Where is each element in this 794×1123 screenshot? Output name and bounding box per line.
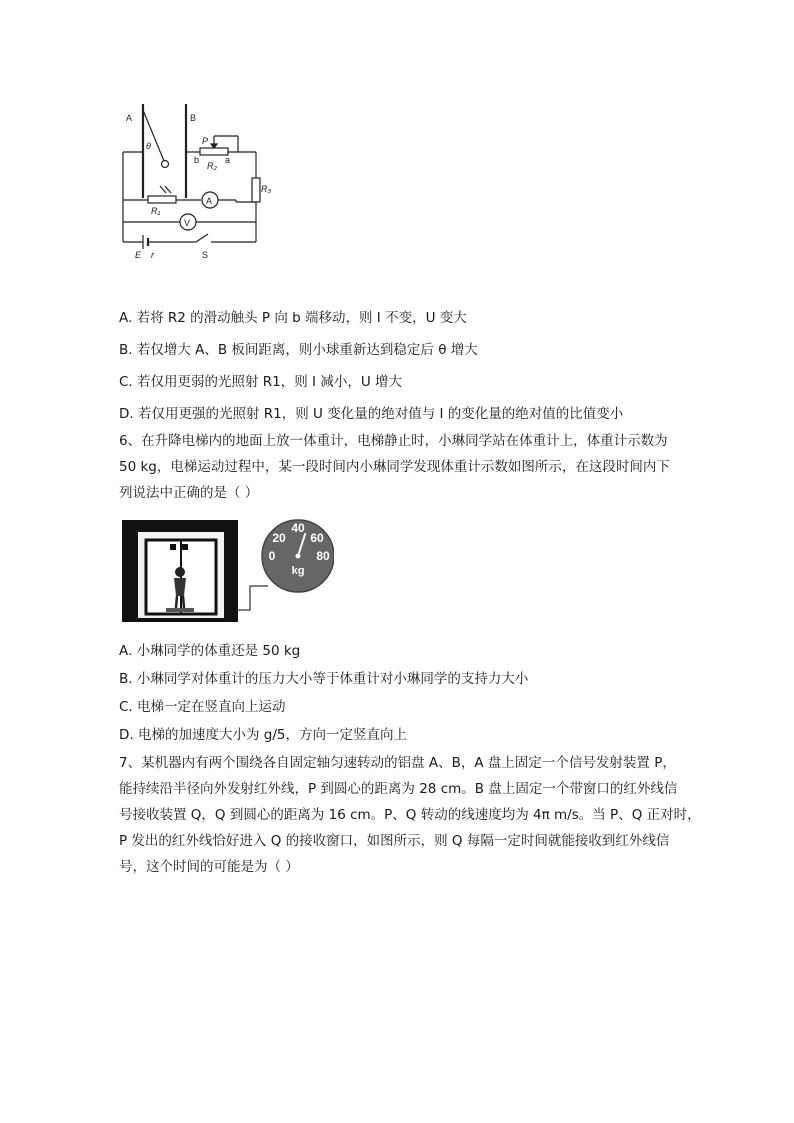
q6-stem bbox=[119, 428, 679, 506]
q6-option-a: A. 小琳同学的体重还是 50 kg bbox=[119, 643, 301, 659]
r3-resistor bbox=[252, 178, 260, 202]
q6-stem-line: 50 kg，电梯运动过程中，某一段时间内小琳同学发现体重计示数如图所示，在这段时间内下 bbox=[119, 459, 670, 475]
ammeter-label: A bbox=[206, 196, 213, 206]
switch-lever bbox=[196, 234, 208, 242]
dial-tick-20: 20 bbox=[272, 531, 286, 545]
r3-label: R₃ bbox=[261, 184, 272, 194]
q7-stem-line: 能持续沿半径向外发射红外线，P 到圆心的距离为 28 cm。B 盘上固定一个带窗口的红外线信 bbox=[119, 781, 678, 797]
r1-resistor bbox=[148, 196, 176, 203]
circuit-diagram bbox=[118, 100, 288, 265]
scale-platform bbox=[166, 608, 194, 612]
q7-stem-line: 号，这个时间的可能是为（ ） bbox=[119, 859, 299, 875]
q6-option-b: B. 小琳同学对体重计的压力大小等于体重计对小琳同学的支持力大小 bbox=[119, 671, 529, 687]
q6-stem-line: 6、在升降电梯内的地面上放一体重计，电梯静止时，小琳同学站在体重计上，体重计示数为 bbox=[119, 433, 668, 449]
q7-stem-line: 号接收装置 Q，Q 到圆心的距离为 16 cm。P、Q 转动的线速度均为 4π m/s。当 P、Q 正对时， bbox=[119, 807, 701, 823]
q5-option-d: D. 若仅用更强的光照射 R1，则 U 变化量的绝对值与 I 的变化量的绝对值的比值变小 bbox=[119, 406, 624, 422]
q7-stem-line: P 发出的红外线恰好进入 Q 的接收窗口，如图所示，则 Q 每隔一定时间就能接收到红外线信 bbox=[119, 833, 670, 849]
q5-option-a: A. 若将 R2 的滑动触头 P 向 b 端移动，则 I 不变，U 变大 bbox=[119, 310, 467, 326]
r2-resistor bbox=[200, 148, 228, 155]
scale-dial bbox=[262, 520, 334, 592]
pendulum-string bbox=[143, 110, 164, 161]
dial-tick-40: 40 bbox=[291, 521, 305, 535]
dial-tick-60: 60 bbox=[310, 531, 324, 545]
plate-b-label: B bbox=[190, 113, 197, 123]
q6-option-c: C. 电梯一定在竖直向上运动 bbox=[119, 699, 286, 715]
slider-p-label: P bbox=[202, 136, 209, 146]
dial-tick-80: 80 bbox=[316, 549, 330, 563]
q7-stem-line: 7、某机器内有两个围绕各自固定轴匀速转动的铝盘 A、B，A 盘上固定一个信号发射装置 P， bbox=[119, 755, 676, 771]
end-a-label: a bbox=[225, 155, 231, 165]
q6-stem-line: 列说法中正确的是（ ） bbox=[119, 485, 259, 501]
dial-unit: kg bbox=[291, 565, 305, 577]
end-b-label: b bbox=[194, 155, 200, 165]
q7-stem bbox=[119, 750, 701, 880]
pendulum-ball bbox=[162, 161, 169, 168]
r1-label: R₁ bbox=[151, 206, 161, 216]
internal-r-label: r bbox=[151, 250, 154, 260]
elevator-scale-figure bbox=[122, 518, 334, 624]
q5-option-b: B. 若仅增大 A、B 板间距离，则小球重新达到稳定后 θ 增大 bbox=[119, 342, 478, 358]
r2-label: R₂ bbox=[207, 161, 217, 171]
q6-option-d: D. 电梯的加速度大小为 g/5，方向一定竖直向上 bbox=[119, 727, 407, 743]
theta-label: θ bbox=[146, 141, 151, 151]
dial-tick-0: 0 bbox=[268, 549, 276, 563]
slider-arrow bbox=[211, 144, 217, 148]
voltmeter-label: V bbox=[184, 218, 191, 228]
emf-label: E bbox=[135, 250, 142, 260]
switch-label: S bbox=[202, 250, 209, 260]
plate-a-label: A bbox=[126, 113, 133, 123]
q5-option-c: C. 若仅用更弱的光照射 R1，则 I 减小，U 增大 bbox=[119, 374, 403, 390]
